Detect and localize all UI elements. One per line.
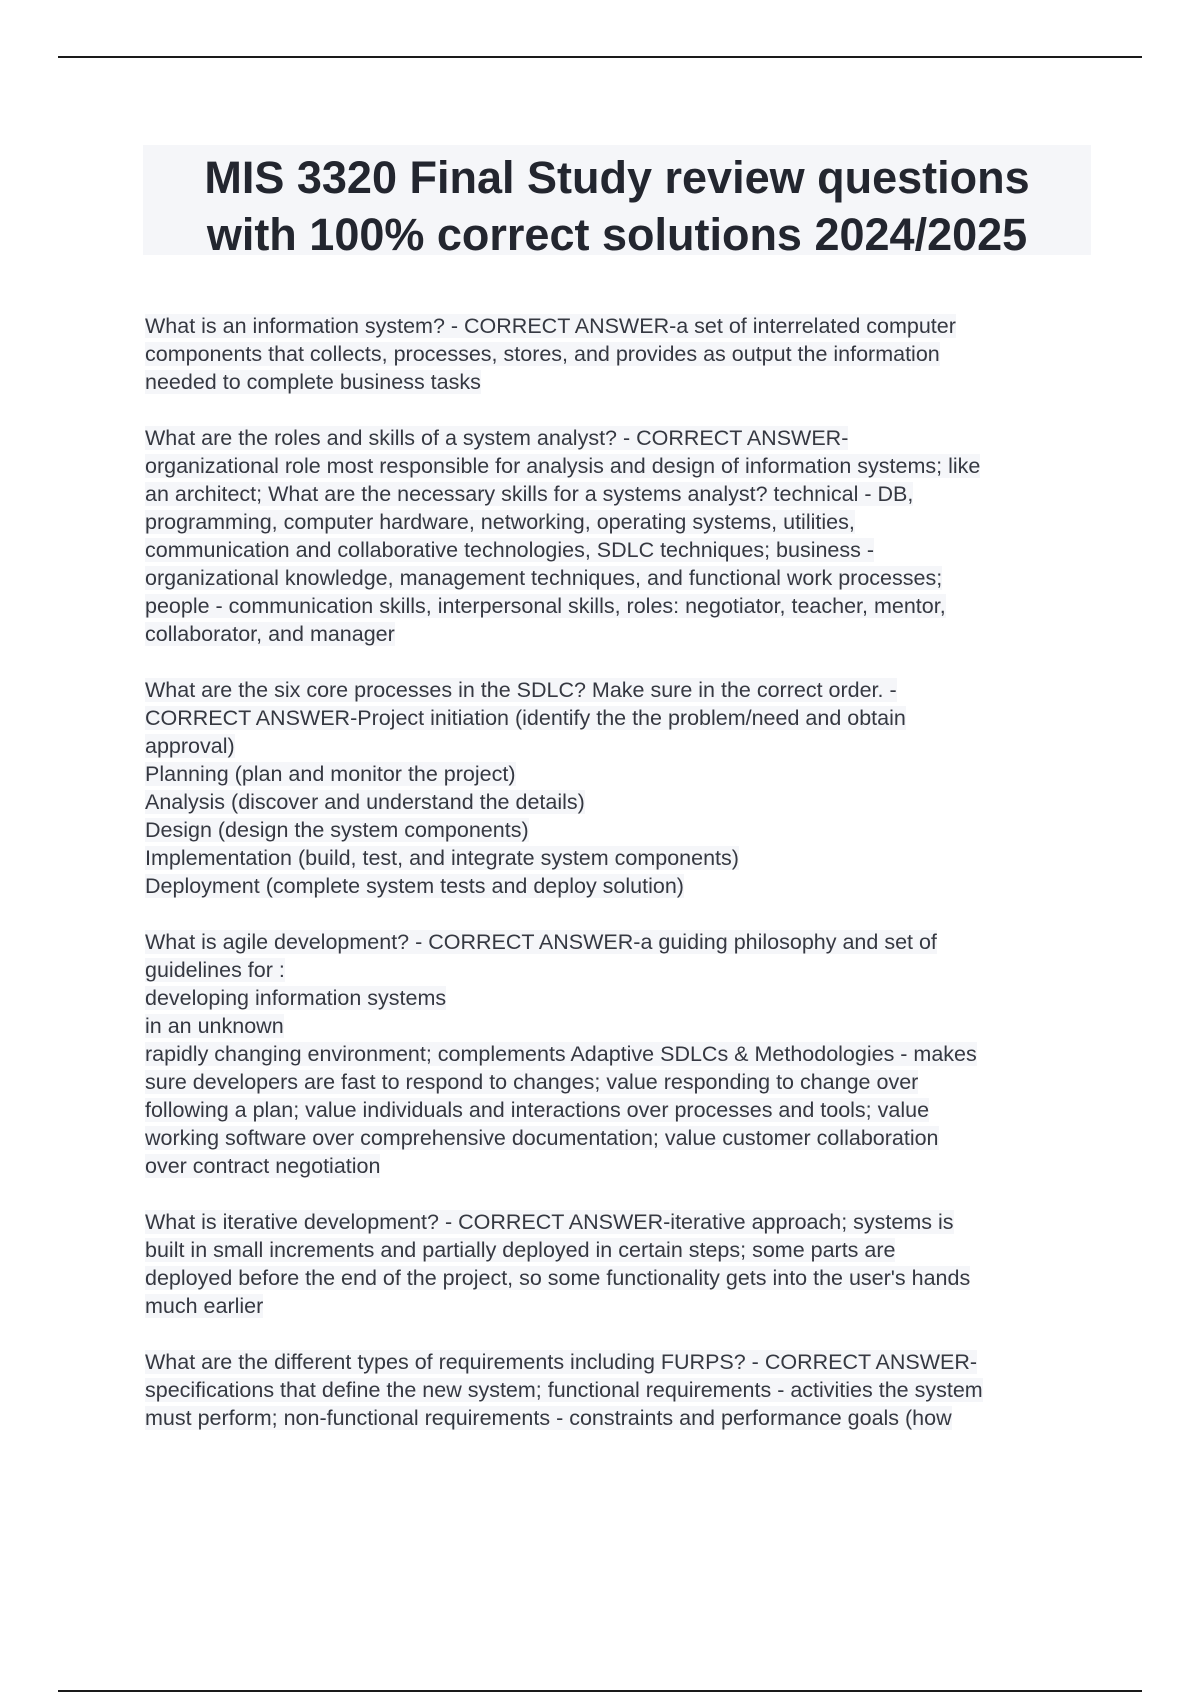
qa-line-text: What are the different types of requirements including FURPS? - CORRECT ANSWER-	[145, 1350, 978, 1374]
qa-line	[145, 788, 1105, 816]
qa-line-text: communication and collaborative technologies, SDLC techniques; business -	[145, 538, 875, 562]
qa-line-text: following a plan; value individuals and interactions over processes and tools; value	[145, 1098, 930, 1122]
qa-line-text: What is iterative development? - CORRECT ANSWER-iterative approach; systems is	[145, 1210, 954, 1234]
qa-line	[145, 1348, 1105, 1376]
qa-line	[145, 480, 1105, 508]
qa-list	[145, 312, 1105, 1460]
title-line-1: MIS 3320 Final Study review questions	[204, 152, 1030, 203]
qa-line-text: What are the six core processes in the SDLC? Make sure in the correct order. -	[145, 678, 897, 702]
qa-line-text: What is agile development? - CORRECT ANSWER-a guiding philosophy and set of	[145, 930, 937, 954]
qa-line-text: must perform; non-functional requirements - constraints and performance goals (how	[145, 1406, 952, 1430]
qa-entry	[145, 312, 1105, 396]
qa-line-text: built in small increments and partially deployed in certain steps; some parts are	[145, 1238, 896, 1262]
qa-line	[145, 928, 1105, 956]
qa-line-text: rapidly changing environment; complements Adaptive SDLCs & Methodologies - makes	[145, 1042, 977, 1066]
qa-line	[145, 452, 1105, 480]
document-title	[143, 145, 1091, 263]
qa-line	[145, 1208, 1105, 1236]
qa-line-text: What are the roles and skills of a system analyst? - CORRECT ANSWER-	[145, 426, 849, 450]
qa-entry	[145, 1208, 1105, 1320]
qa-entry	[145, 928, 1105, 1180]
qa-line-text: working software over comprehensive documentation; value customer collaboration	[145, 1126, 939, 1150]
title-block	[143, 145, 1091, 260]
qa-line-text: Deployment (complete system tests and deploy solution)	[145, 874, 684, 898]
qa-line	[145, 984, 1105, 1012]
qa-line-text: Implementation (build, test, and integrate system components)	[145, 846, 739, 870]
bottom-rule	[58, 1690, 1142, 1692]
qa-line-text: Planning (plan and monitor the project)	[145, 762, 516, 786]
qa-line	[145, 1068, 1105, 1096]
qa-line	[145, 1012, 1105, 1040]
qa-line	[145, 340, 1105, 368]
qa-line-text: What is an information system? - CORRECT ANSWER-a set of interrelated computer	[145, 314, 956, 338]
qa-line	[145, 1292, 1105, 1320]
qa-entry	[145, 424, 1105, 648]
qa-line-text: much earlier	[145, 1294, 264, 1318]
qa-entry	[145, 676, 1105, 900]
title-line-2: with 100% correct solutions 2024/2025	[206, 209, 1028, 260]
qa-line	[145, 956, 1105, 984]
qa-line	[145, 1264, 1105, 1292]
qa-line	[145, 1040, 1105, 1068]
qa-line	[145, 620, 1105, 648]
qa-line	[145, 1096, 1105, 1124]
qa-line-text: guidelines for :	[145, 958, 285, 982]
qa-line	[145, 1404, 1105, 1432]
qa-line-text: collaborator, and manager	[145, 622, 395, 646]
qa-line-text: in an unknown	[145, 1014, 284, 1038]
qa-entry	[145, 1348, 1105, 1432]
qa-line-text: approval)	[145, 734, 235, 758]
qa-line-text: CORRECT ANSWER-Project initiation (identify the the problem/need and obtain	[145, 706, 906, 730]
qa-line	[145, 676, 1105, 704]
qa-line	[145, 424, 1105, 452]
qa-line-text: an architect; What are the necessary skills for a systems analyst? technical - DB,	[145, 482, 914, 506]
qa-line-text: Design (design the system components)	[145, 818, 529, 842]
qa-line	[145, 1376, 1105, 1404]
qa-line	[145, 844, 1105, 872]
qa-line	[145, 1124, 1105, 1152]
qa-line	[145, 592, 1105, 620]
qa-line	[145, 508, 1105, 536]
qa-line	[145, 732, 1105, 760]
qa-line	[145, 1236, 1105, 1264]
qa-line-text: deployed before the end of the project, so some functionality gets into the user's hands	[145, 1266, 971, 1290]
qa-line	[145, 1152, 1105, 1180]
qa-line-text: over contract negotiation	[145, 1154, 381, 1178]
qa-line-text: organizational role most responsible for analysis and design of information systems; like	[145, 454, 981, 478]
qa-line-text: specifications that define the new system; functional requirements - activities the system	[145, 1378, 983, 1402]
qa-line	[145, 872, 1105, 900]
qa-line-text: programming, computer hardware, networking, operating systems, utilities,	[145, 510, 855, 534]
qa-line	[145, 704, 1105, 732]
qa-line-text: sure developers are fast to respond to changes; value responding to change over	[145, 1070, 919, 1094]
qa-line	[145, 368, 1105, 396]
qa-line-text: needed to complete business tasks	[145, 370, 481, 394]
qa-line	[145, 312, 1105, 340]
qa-line-text: organizational knowledge, management techniques, and functional work processes;	[145, 566, 943, 590]
top-rule	[58, 56, 1142, 58]
qa-line	[145, 816, 1105, 844]
qa-line	[145, 536, 1105, 564]
qa-line-text: Analysis (discover and understand the details)	[145, 790, 585, 814]
qa-line	[145, 760, 1105, 788]
qa-line-text: components that collects, processes, stores, and provides as output the information	[145, 342, 940, 366]
qa-line-text: people - communication skills, interpersonal skills, roles: negotiator, teacher, mentor,	[145, 594, 946, 618]
qa-line	[145, 564, 1105, 592]
qa-line-text: developing information systems	[145, 986, 447, 1010]
